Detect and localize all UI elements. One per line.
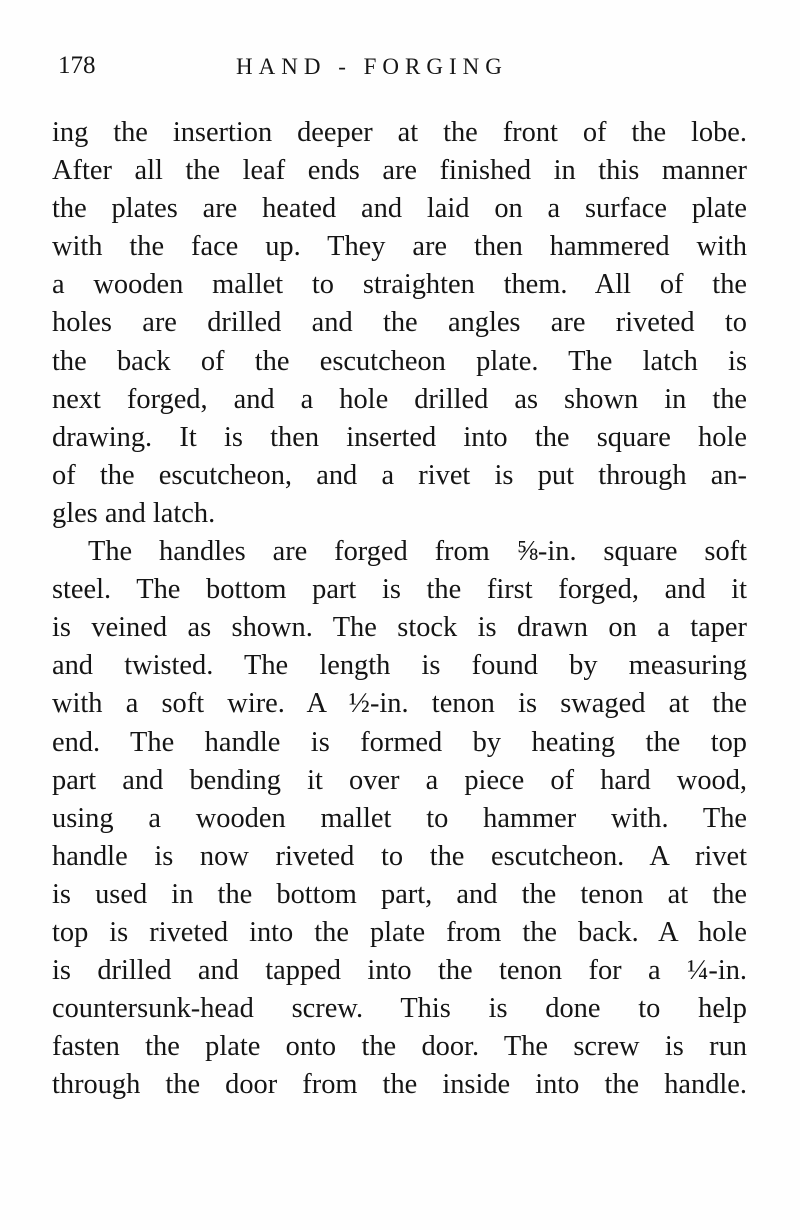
text-line: next forged, and a hole drilled as shown in the: [52, 383, 747, 415]
text-line: of the escutcheon, and a rivet is put through an-: [52, 459, 747, 491]
text-line: with the face up. They are then hammered with: [52, 231, 747, 263]
text-line: through the door from the inside into the handle.: [52, 1069, 747, 1101]
paragraph-1: [52, 114, 747, 533]
text-line: a wooden mallet to straighten them. All of the: [52, 269, 747, 301]
text-line: The handles are forged from ⅝-in. square soft: [88, 536, 747, 568]
text-line: countersunk-head screw. This is done to help: [52, 993, 747, 1025]
text-line: the back of the escutcheon plate. The latch is: [52, 345, 747, 377]
paragraph-2: [52, 533, 747, 1104]
text-line: holes are drilled and the angles are riveted to: [52, 307, 747, 339]
text-line: is veined as shown. The stock is drawn on a taper: [52, 612, 747, 644]
text-line: is used in the bottom part, and the tenon at the: [52, 878, 747, 910]
text-line: and twisted. The length is found by measuring: [52, 650, 747, 682]
text-line: top is riveted into the plate from the back. A hole: [52, 916, 747, 948]
text-line: part and bending it over a piece of hard wood,: [52, 764, 747, 796]
text-line: with a soft wire. A ½-in. tenon is swaged at the: [52, 688, 747, 720]
text-line: gles and latch.: [52, 497, 216, 529]
text-line: ing the insertion deeper at the front of the lobe.: [52, 117, 747, 148]
running-head: HAND - FORGING: [236, 54, 508, 79]
text-line: drawing. It is then inserted into the square hole: [52, 421, 747, 453]
text-line: steel. The bottom part is the first forged, and it: [52, 574, 747, 606]
text-line: After all the leaf ends are finished in this manner: [52, 155, 747, 187]
text-line: fasten the plate onto the door. The screw is run: [52, 1031, 747, 1063]
text-line: the plates are heated and laid on a surface plate: [52, 193, 747, 225]
text-line: using a wooden mallet to hammer with. The: [52, 802, 747, 834]
text-line: is drilled and tapped into the tenon for a ¼-in.: [52, 955, 747, 987]
text-line: end. The handle is formed by heating the top: [52, 726, 747, 758]
text-line: handle is now riveted to the escutcheon. A rivet: [52, 840, 747, 872]
page-number: 178: [58, 52, 96, 79]
body-text: [52, 114, 747, 1104]
